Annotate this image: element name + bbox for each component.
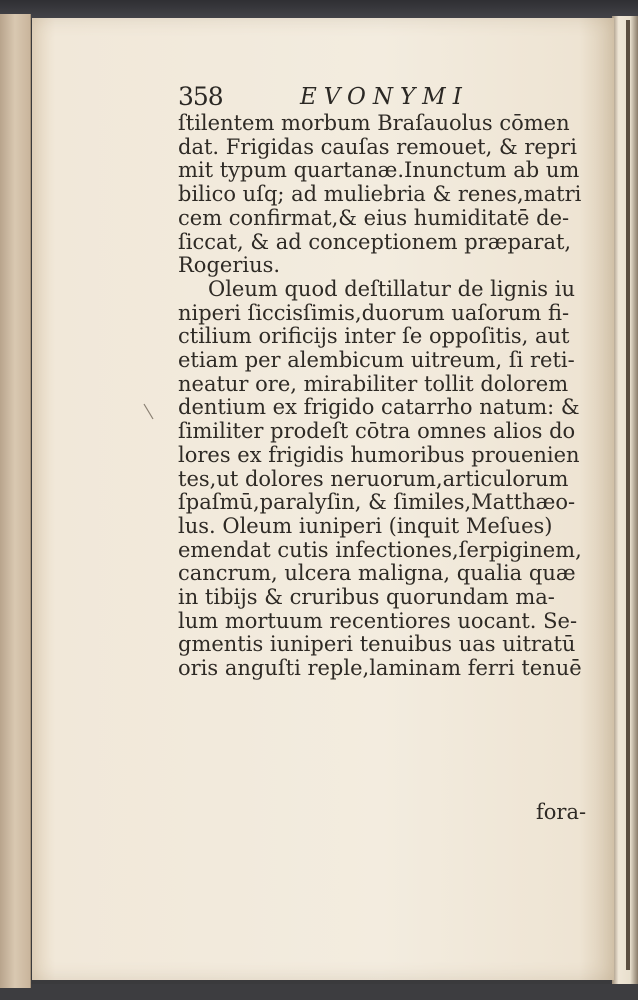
text-line: tes,ut dolores neruorum,articulorum	[178, 466, 569, 491]
text-line: ſiccat, & ad conceptionem præparat,	[178, 229, 572, 254]
text-line: lus. Oleum iuniperi (inquit Meſues)	[178, 513, 553, 538]
facing-page-shadow	[626, 20, 630, 970]
text-line: dat. Frigidas cauſas remouet, & repri	[178, 134, 577, 159]
text-line: cem confirmat,& eius humiditatē de-	[178, 205, 570, 230]
text-line: niperi ſiccisſimis,duorum uaſorum fi-	[178, 300, 570, 325]
text-line: ſimiliter prodeſt cōtra omnes alios do	[178, 419, 576, 444]
facing-page-edge	[612, 16, 638, 984]
text-line: lum mortuum recentiores uocant. Se-	[178, 608, 578, 633]
text-line: gmentis iuniperi tenuibus uas uitratū	[178, 632, 576, 657]
text-line: in tibijs & cruribus quorundam ma-	[178, 585, 555, 610]
text-line: emendat cutis infectiones,ſerpiginem,	[178, 537, 582, 562]
text-line: neatur ore, mirabiliter tollit dolorem	[178, 371, 569, 396]
margin-annotation-mark	[143, 402, 155, 422]
running-head: EVONYMI	[300, 84, 469, 110]
text-line: ctilium orificijs inter ſe oppoſitis, aut	[178, 324, 570, 349]
text-line: etiam per alembicum uitreum, ſi reti-	[178, 348, 575, 373]
text-line: mit typum quartanæ.Inunctum ab um	[178, 158, 580, 183]
body-text	[178, 112, 598, 681]
dark-backdrop-top	[0, 0, 638, 20]
text-line: ſtilentem morbum Braſauolus cōmen	[178, 111, 570, 135]
text-line: oris anguſti reple,laminam ferri tenuē	[178, 656, 582, 681]
book-spine-edge	[0, 14, 31, 988]
text-line: dentium ex frigido catarrho natum: &	[178, 395, 580, 420]
dark-backdrop-bottom	[0, 984, 638, 1000]
text-line: cancrum, ulcera maligna, qualia quæ	[178, 561, 576, 586]
catchword: fora-	[536, 800, 587, 824]
text-line: Rogerius.	[178, 253, 281, 278]
text-line: bilico uſq; ad muliebria & renes,matri	[178, 182, 582, 207]
page-number: 358	[178, 82, 223, 111]
text-line: lores ex frigidis humoribus prouenien	[178, 442, 580, 467]
paragraph-start-line: Oleum quod deſtillatur de lignis iu	[208, 276, 575, 301]
text-line: ſpaſmū,paralyſin, & ſimiles,Matthæo-	[178, 490, 576, 515]
